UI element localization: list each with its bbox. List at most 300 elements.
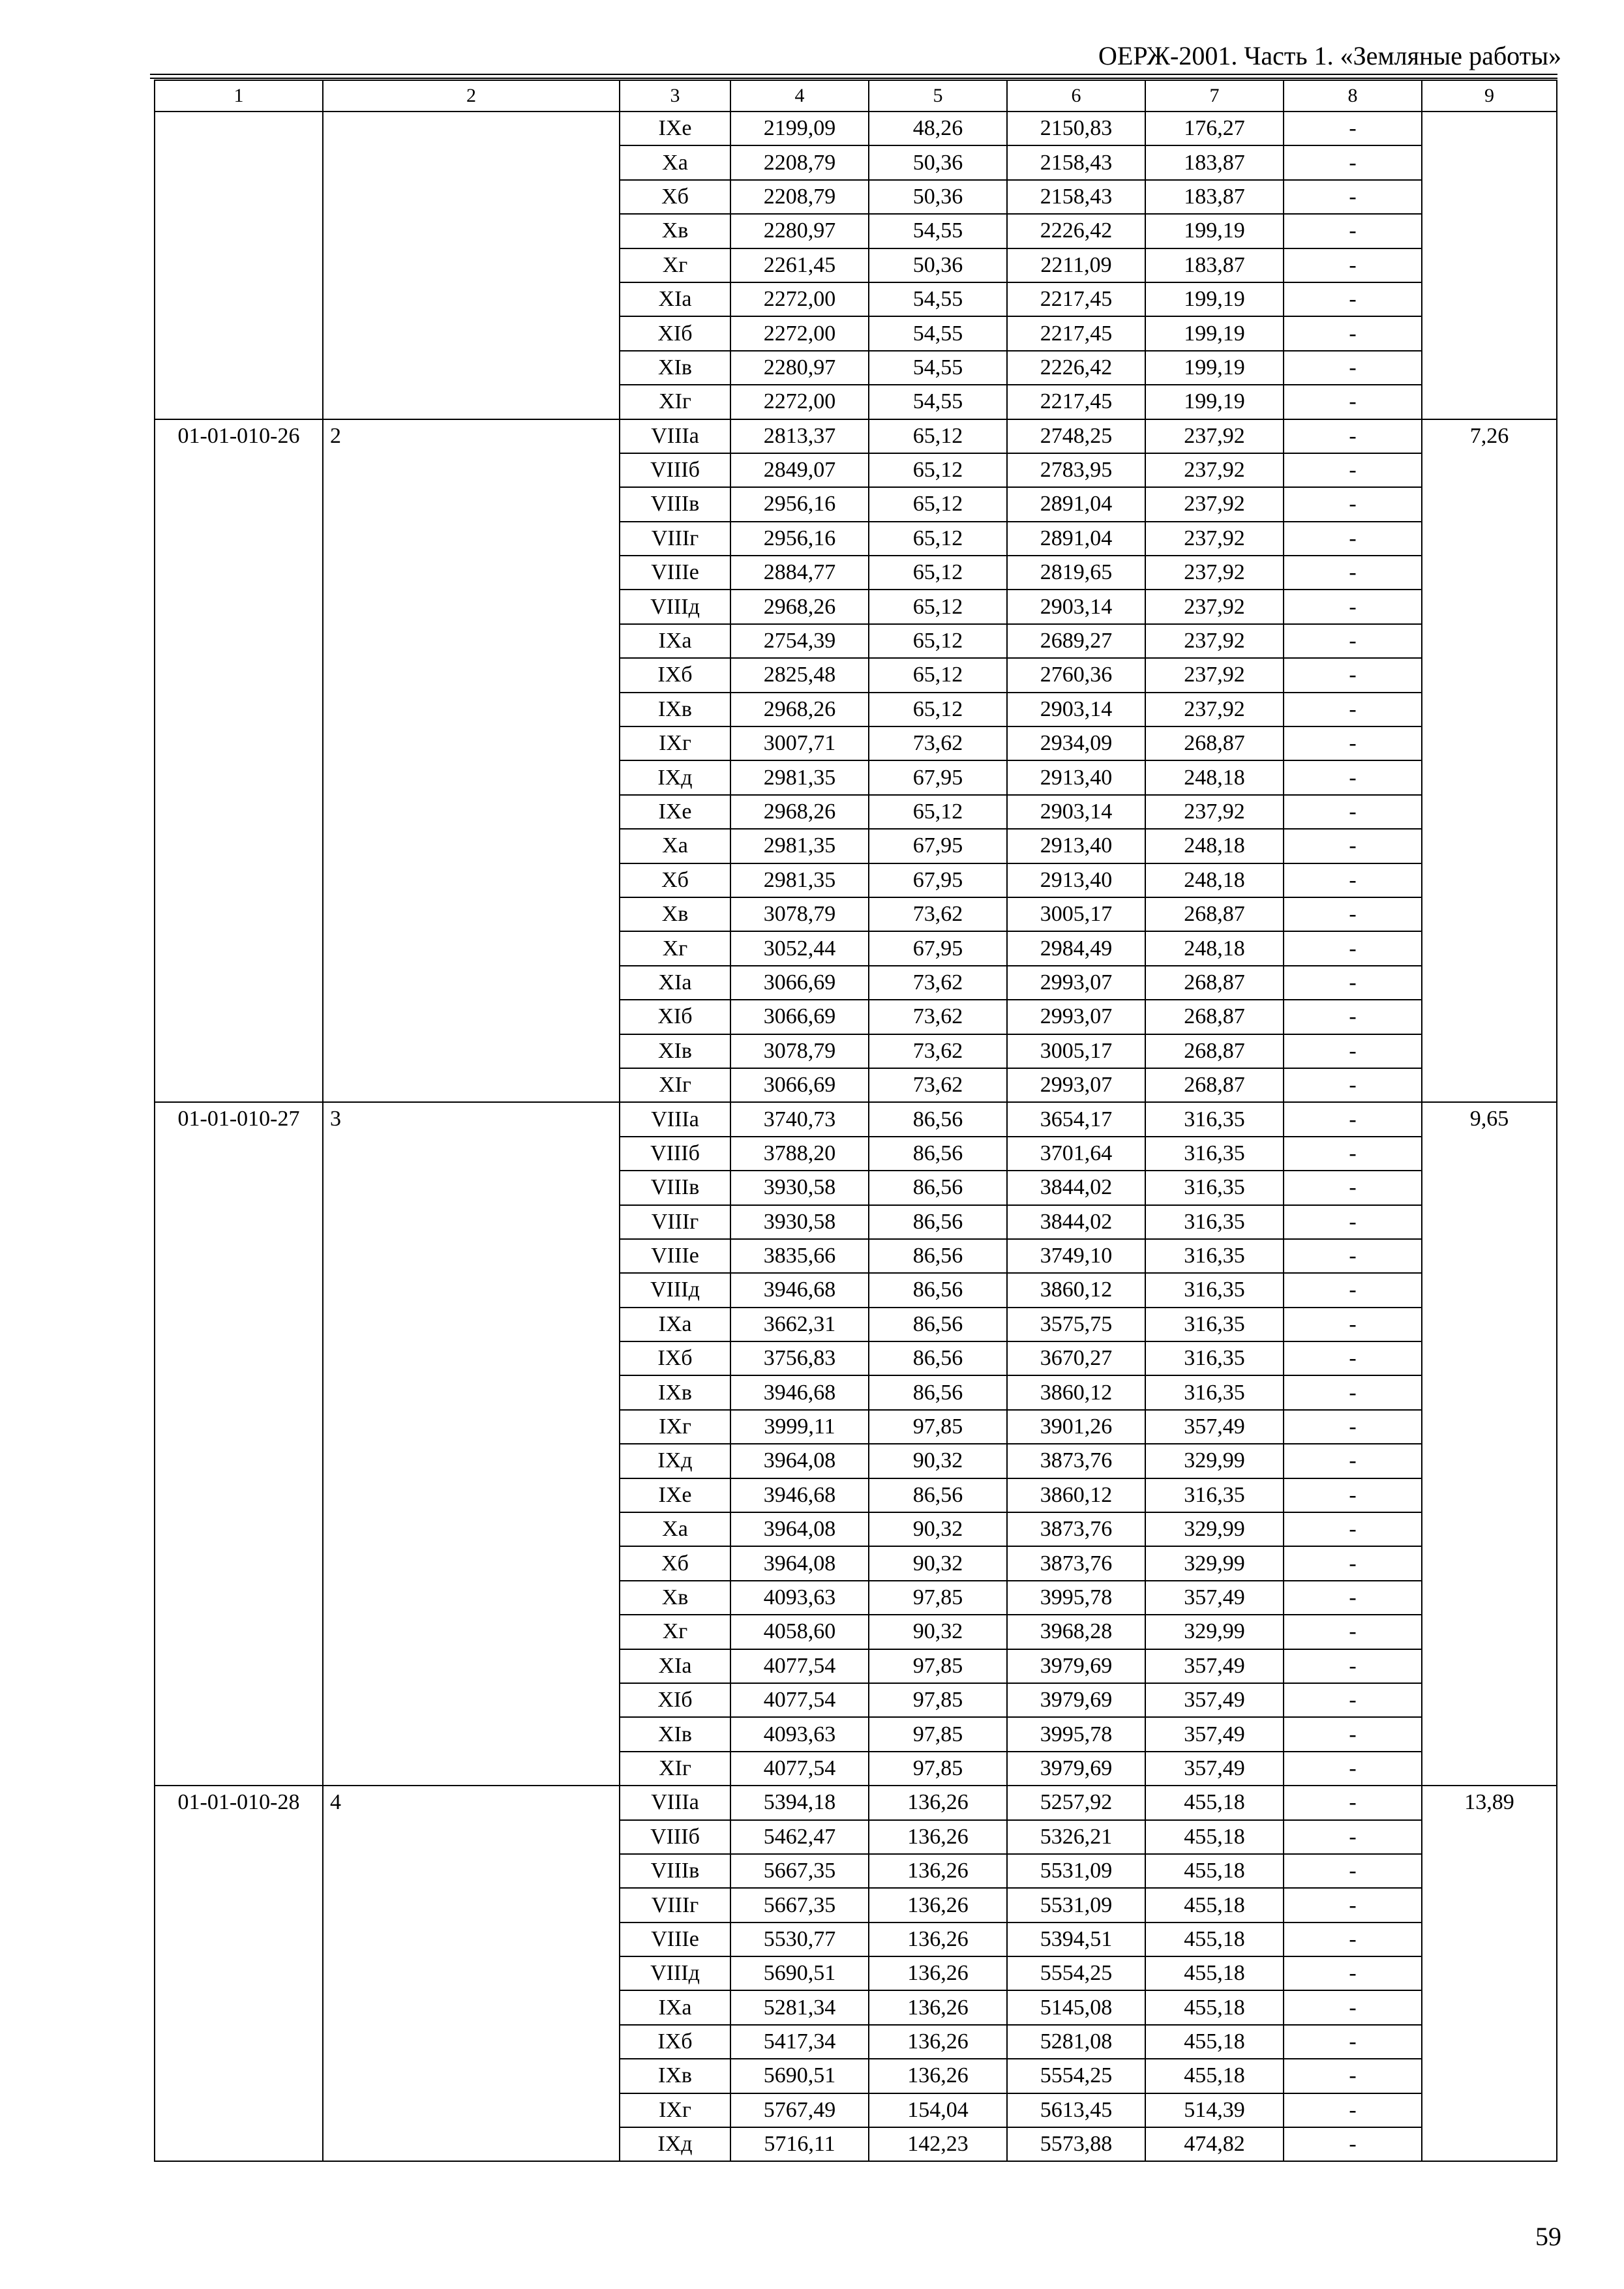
region-zone-cell: XIa xyxy=(620,1649,730,1683)
machines-cell: 2993,07 xyxy=(1007,1068,1145,1102)
operator-wages-cell: 268,87 xyxy=(1145,726,1284,760)
machines-cell: 3670,27 xyxy=(1007,1341,1145,1375)
machines-cell: 3901,26 xyxy=(1007,1410,1145,1444)
machines-cell: 3979,69 xyxy=(1007,1683,1145,1717)
materials-cell: - xyxy=(1284,897,1422,931)
total-cost-cell: 4077,54 xyxy=(730,1752,869,1786)
materials-cell: - xyxy=(1284,1137,1422,1171)
wages-cell: 65,12 xyxy=(869,658,1007,692)
wages-cell: 65,12 xyxy=(869,590,1007,623)
labor-cost-cell: 9,65 xyxy=(1422,1102,1557,1786)
region-zone-cell: XIa xyxy=(620,966,730,1000)
machines-cell: 5257,92 xyxy=(1007,1786,1145,1819)
materials-cell: - xyxy=(1284,316,1422,350)
materials-cell: - xyxy=(1284,1000,1422,1034)
region-zone-cell: XIв xyxy=(620,1034,730,1068)
total-cost-cell: 5690,51 xyxy=(730,2059,869,2093)
operator-wages-cell: 199,19 xyxy=(1145,385,1284,419)
region-zone-cell: IXб xyxy=(620,2025,730,2059)
operator-wages-cell: 455,18 xyxy=(1145,2059,1284,2093)
total-cost-cell: 2981,35 xyxy=(730,760,869,794)
region-zone-cell: XIв xyxy=(620,1717,730,1751)
column-number: 3 xyxy=(620,80,730,112)
total-cost-cell: 3066,69 xyxy=(730,1000,869,1034)
region-zone-cell: Xa xyxy=(620,829,730,863)
wages-cell: 97,85 xyxy=(869,1581,1007,1615)
machines-cell: 3654,17 xyxy=(1007,1102,1145,1136)
materials-cell: - xyxy=(1284,1649,1422,1683)
machines-cell: 2993,07 xyxy=(1007,1000,1145,1034)
region-zone-cell: VIIIв xyxy=(620,1171,730,1204)
region-zone-cell: XIб xyxy=(620,316,730,350)
wages-cell: 65,12 xyxy=(869,453,1007,487)
total-cost-cell: 2813,37 xyxy=(730,419,869,453)
machines-cell: 2783,95 xyxy=(1007,453,1145,487)
operator-wages-cell: 329,99 xyxy=(1145,1615,1284,1649)
materials-cell: - xyxy=(1284,1308,1422,1341)
region-zone-cell: Xв xyxy=(620,1581,730,1615)
operator-wages-cell: 268,87 xyxy=(1145,966,1284,1000)
operator-wages-cell: 237,92 xyxy=(1145,658,1284,692)
total-cost-cell: 4058,60 xyxy=(730,1615,869,1649)
region-zone-cell: Xб xyxy=(620,863,730,897)
region-zone-cell: IXд xyxy=(620,2127,730,2161)
operator-wages-cell: 248,18 xyxy=(1145,863,1284,897)
column-number-row xyxy=(155,80,1557,112)
wages-cell: 154,04 xyxy=(869,2093,1007,2127)
total-cost-cell: 2968,26 xyxy=(730,693,869,726)
wages-cell: 50,36 xyxy=(869,180,1007,214)
operator-wages-cell: 455,18 xyxy=(1145,1888,1284,1922)
operator-wages-cell: 237,92 xyxy=(1145,522,1284,556)
operator-wages-cell: 268,87 xyxy=(1145,1034,1284,1068)
operator-wages-cell: 237,92 xyxy=(1145,590,1284,623)
operator-wages-cell: 316,35 xyxy=(1145,1102,1284,1136)
region-zone-cell: VIIIa xyxy=(620,1102,730,1136)
wages-cell: 136,26 xyxy=(869,1820,1007,1854)
materials-cell: - xyxy=(1284,1102,1422,1136)
wages-cell: 73,62 xyxy=(869,1000,1007,1034)
machines-cell: 3005,17 xyxy=(1007,1034,1145,1068)
machines-cell: 2226,42 xyxy=(1007,351,1145,385)
total-cost-cell: 2280,97 xyxy=(730,351,869,385)
wages-cell: 50,36 xyxy=(869,248,1007,282)
wages-cell: 67,95 xyxy=(869,829,1007,863)
materials-cell: - xyxy=(1284,385,1422,419)
total-cost-cell: 2968,26 xyxy=(730,795,869,829)
total-cost-cell: 3078,79 xyxy=(730,1034,869,1068)
header-rule-top xyxy=(150,74,1557,75)
materials-cell: - xyxy=(1284,1581,1422,1615)
wages-cell: 67,95 xyxy=(869,760,1007,794)
total-cost-cell: 4077,54 xyxy=(730,1649,869,1683)
total-cost-cell: 3999,11 xyxy=(730,1410,869,1444)
region-zone-cell: IXa xyxy=(620,1308,730,1341)
operator-wages-cell: 237,92 xyxy=(1145,453,1284,487)
materials-cell: - xyxy=(1284,726,1422,760)
region-zone-cell: XIг xyxy=(620,385,730,419)
wages-cell: 65,12 xyxy=(869,522,1007,556)
wages-cell: 65,12 xyxy=(869,624,1007,658)
wages-cell: 54,55 xyxy=(869,282,1007,316)
operator-wages-cell: 357,49 xyxy=(1145,1752,1284,1786)
machines-cell: 2891,04 xyxy=(1007,522,1145,556)
region-zone-cell: IXe xyxy=(620,795,730,829)
total-cost-cell: 4077,54 xyxy=(730,1683,869,1717)
wages-cell: 86,56 xyxy=(869,1205,1007,1239)
materials-cell: - xyxy=(1284,1990,1422,2024)
total-cost-cell: 3930,58 xyxy=(730,1205,869,1239)
page-number: 59 xyxy=(1535,2222,1561,2251)
total-cost-cell: 5462,47 xyxy=(730,1820,869,1854)
materials-cell: - xyxy=(1284,1752,1422,1786)
total-cost-cell: 2208,79 xyxy=(730,145,869,179)
region-zone-cell: IXг xyxy=(620,2093,730,2127)
operator-wages-cell: 357,49 xyxy=(1145,1410,1284,1444)
materials-cell: - xyxy=(1284,1171,1422,1204)
materials-cell: - xyxy=(1284,1034,1422,1068)
region-zone-cell: VIIIб xyxy=(620,453,730,487)
materials-cell: - xyxy=(1284,419,1422,453)
region-zone-cell: Xг xyxy=(620,248,730,282)
column-number: 4 xyxy=(730,80,869,112)
region-zone-cell: IXд xyxy=(620,1444,730,1478)
machines-cell: 2891,04 xyxy=(1007,487,1145,521)
machines-cell: 2158,43 xyxy=(1007,180,1145,214)
machines-cell: 5554,25 xyxy=(1007,2059,1145,2093)
total-cost-cell: 2272,00 xyxy=(730,282,869,316)
operator-wages-cell: 455,18 xyxy=(1145,1786,1284,1819)
region-zone-cell: IXд xyxy=(620,760,730,794)
machines-cell: 2913,40 xyxy=(1007,829,1145,863)
machines-cell: 2903,14 xyxy=(1007,590,1145,623)
column-number: 1 xyxy=(155,80,323,112)
materials-cell: - xyxy=(1284,1273,1422,1307)
materials-cell: - xyxy=(1284,1922,1422,1956)
materials-cell: - xyxy=(1284,1683,1422,1717)
materials-cell: - xyxy=(1284,248,1422,282)
operator-wages-cell: 237,92 xyxy=(1145,419,1284,453)
materials-cell: - xyxy=(1284,1341,1422,1375)
machines-cell: 3844,02 xyxy=(1007,1205,1145,1239)
wages-cell: 86,56 xyxy=(869,1102,1007,1136)
region-zone-cell: VIIIг xyxy=(620,522,730,556)
materials-cell: - xyxy=(1284,1375,1422,1409)
wages-cell: 97,85 xyxy=(869,1649,1007,1683)
rate-code-cell: 01-01-010-26 xyxy=(155,419,323,1103)
machines-cell: 5531,09 xyxy=(1007,1854,1145,1888)
total-cost-cell: 3788,20 xyxy=(730,1137,869,1171)
materials-cell: - xyxy=(1284,590,1422,623)
region-zone-cell: XIв xyxy=(620,351,730,385)
total-cost-cell: 2280,97 xyxy=(730,214,869,248)
rate-code-cell: 01-01-010-28 xyxy=(155,1786,323,2161)
wages-cell: 67,95 xyxy=(869,863,1007,897)
operator-wages-cell: 329,99 xyxy=(1145,1546,1284,1580)
wages-cell: 90,32 xyxy=(869,1512,1007,1546)
region-zone-cell: VIIIe xyxy=(620,1922,730,1956)
rate-description-cell: 4 xyxy=(323,1786,620,2161)
region-zone-cell: Xв xyxy=(620,214,730,248)
machines-cell: 3749,10 xyxy=(1007,1239,1145,1273)
materials-cell: - xyxy=(1284,1956,1422,1990)
wages-cell: 73,62 xyxy=(869,1068,1007,1102)
total-cost-cell: 3930,58 xyxy=(730,1171,869,1204)
operator-wages-cell: 248,18 xyxy=(1145,829,1284,863)
total-cost-cell: 2884,77 xyxy=(730,556,869,590)
total-cost-cell: 4093,63 xyxy=(730,1717,869,1751)
machines-cell: 2217,45 xyxy=(1007,385,1145,419)
table-body xyxy=(155,80,1557,2161)
operator-wages-cell: 329,99 xyxy=(1145,1444,1284,1478)
wages-cell: 136,26 xyxy=(869,1854,1007,1888)
materials-cell: - xyxy=(1284,112,1422,145)
operator-wages-cell: 357,49 xyxy=(1145,1581,1284,1615)
operator-wages-cell: 183,87 xyxy=(1145,180,1284,214)
machines-cell: 3873,76 xyxy=(1007,1512,1145,1546)
materials-cell: - xyxy=(1284,282,1422,316)
materials-cell: - xyxy=(1284,1786,1422,1819)
total-cost-cell: 3946,68 xyxy=(730,1478,869,1512)
region-zone-cell: XIб xyxy=(620,1000,730,1034)
region-zone-cell: VIIIб xyxy=(620,1137,730,1171)
machines-cell: 2760,36 xyxy=(1007,658,1145,692)
total-cost-cell: 2754,39 xyxy=(730,624,869,658)
machines-cell: 5554,25 xyxy=(1007,1956,1145,1990)
region-zone-cell: XIг xyxy=(620,1068,730,1102)
region-zone-cell: VIIIг xyxy=(620,1205,730,1239)
operator-wages-cell: 199,19 xyxy=(1145,316,1284,350)
total-cost-cell: 5417,34 xyxy=(730,2025,869,2059)
materials-cell: - xyxy=(1284,931,1422,965)
machines-cell: 3701,64 xyxy=(1007,1137,1145,1171)
wages-cell: 65,12 xyxy=(869,419,1007,453)
wages-cell: 67,95 xyxy=(869,931,1007,965)
wages-cell: 86,56 xyxy=(869,1137,1007,1171)
region-zone-cell: Xг xyxy=(620,931,730,965)
wages-cell: 73,62 xyxy=(869,966,1007,1000)
wages-cell: 136,26 xyxy=(869,2025,1007,2059)
region-zone-cell: VIIIe xyxy=(620,556,730,590)
region-zone-cell: XIa xyxy=(620,282,730,316)
materials-cell: - xyxy=(1284,453,1422,487)
region-zone-cell: VIIIб xyxy=(620,1820,730,1854)
wages-cell: 54,55 xyxy=(869,214,1007,248)
total-cost-cell: 3964,08 xyxy=(730,1512,869,1546)
wages-cell: 65,12 xyxy=(869,693,1007,726)
total-cost-cell: 2956,16 xyxy=(730,522,869,556)
materials-cell: - xyxy=(1284,145,1422,179)
total-cost-cell: 3946,68 xyxy=(730,1375,869,1409)
region-zone-cell: Xб xyxy=(620,1546,730,1580)
operator-wages-cell: 455,18 xyxy=(1145,1990,1284,2024)
estimate-table xyxy=(154,80,1557,2162)
wages-cell: 86,56 xyxy=(869,1308,1007,1341)
machines-cell: 3995,78 xyxy=(1007,1581,1145,1615)
operator-wages-cell: 357,49 xyxy=(1145,1717,1284,1751)
wages-cell: 73,62 xyxy=(869,897,1007,931)
region-zone-cell: VIIIв xyxy=(620,1854,730,1888)
machines-cell: 2993,07 xyxy=(1007,966,1145,1000)
total-cost-cell: 2261,45 xyxy=(730,248,869,282)
operator-wages-cell: 316,35 xyxy=(1145,1273,1284,1307)
materials-cell: - xyxy=(1284,966,1422,1000)
operator-wages-cell: 357,49 xyxy=(1145,1649,1284,1683)
materials-cell: - xyxy=(1284,1546,1422,1580)
machines-cell: 2913,40 xyxy=(1007,863,1145,897)
materials-cell: - xyxy=(1284,1444,1422,1478)
machines-cell: 3844,02 xyxy=(1007,1171,1145,1204)
wages-cell: 90,32 xyxy=(869,1615,1007,1649)
operator-wages-cell: 455,18 xyxy=(1145,1922,1284,1956)
region-zone-cell: VIIIa xyxy=(620,1786,730,1819)
materials-cell: - xyxy=(1284,1239,1422,1273)
total-cost-cell: 3740,73 xyxy=(730,1102,869,1136)
machines-cell: 2934,09 xyxy=(1007,726,1145,760)
total-cost-cell: 3756,83 xyxy=(730,1341,869,1375)
operator-wages-cell: 316,35 xyxy=(1145,1478,1284,1512)
operator-wages-cell: 455,18 xyxy=(1145,2025,1284,2059)
machines-cell: 5613,45 xyxy=(1007,2093,1145,2127)
region-zone-cell: XIб xyxy=(620,1683,730,1717)
machines-cell: 5326,21 xyxy=(1007,1820,1145,1854)
wages-cell: 48,26 xyxy=(869,112,1007,145)
operator-wages-cell: 199,19 xyxy=(1145,282,1284,316)
machines-cell: 2819,65 xyxy=(1007,556,1145,590)
materials-cell: - xyxy=(1284,658,1422,692)
materials-cell: - xyxy=(1284,1888,1422,1922)
machines-cell: 5573,88 xyxy=(1007,2127,1145,2161)
total-cost-cell: 5281,34 xyxy=(730,1990,869,2024)
machines-cell: 5531,09 xyxy=(1007,1888,1145,1922)
operator-wages-cell: 248,18 xyxy=(1145,931,1284,965)
rate-description-cell: 2 xyxy=(323,419,620,1103)
table-row xyxy=(155,419,1557,453)
region-zone-cell: VIIIa xyxy=(620,419,730,453)
operator-wages-cell: 268,87 xyxy=(1145,1000,1284,1034)
operator-wages-cell: 329,99 xyxy=(1145,1512,1284,1546)
table-row xyxy=(155,1102,1557,1136)
wages-cell: 73,62 xyxy=(869,726,1007,760)
machines-cell: 2984,49 xyxy=(1007,931,1145,965)
total-cost-cell: 4093,63 xyxy=(730,1581,869,1615)
total-cost-cell: 2208,79 xyxy=(730,180,869,214)
operator-wages-cell: 316,35 xyxy=(1145,1205,1284,1239)
rate-description-cell xyxy=(323,112,620,419)
total-cost-cell: 2272,00 xyxy=(730,385,869,419)
total-cost-cell: 2849,07 xyxy=(730,453,869,487)
region-zone-cell: VIIIд xyxy=(620,590,730,623)
operator-wages-cell: 316,35 xyxy=(1145,1171,1284,1204)
operator-wages-cell: 357,49 xyxy=(1145,1683,1284,1717)
rate-code-cell: 01-01-010-27 xyxy=(155,1102,323,1786)
column-number: 7 xyxy=(1145,80,1284,112)
materials-cell: - xyxy=(1284,863,1422,897)
total-cost-cell: 3052,44 xyxy=(730,931,869,965)
wages-cell: 54,55 xyxy=(869,351,1007,385)
materials-cell: - xyxy=(1284,1205,1422,1239)
total-cost-cell: 2825,48 xyxy=(730,658,869,692)
operator-wages-cell: 455,18 xyxy=(1145,1854,1284,1888)
wages-cell: 136,26 xyxy=(869,1786,1007,1819)
machines-cell: 2211,09 xyxy=(1007,248,1145,282)
operator-wages-cell: 474,82 xyxy=(1145,2127,1284,2161)
operator-wages-cell: 316,35 xyxy=(1145,1341,1284,1375)
operator-wages-cell: 268,87 xyxy=(1145,1068,1284,1102)
column-number: 8 xyxy=(1284,80,1422,112)
wages-cell: 97,85 xyxy=(869,1410,1007,1444)
wages-cell: 97,85 xyxy=(869,1717,1007,1751)
operator-wages-cell: 237,92 xyxy=(1145,795,1284,829)
region-zone-cell: IXб xyxy=(620,1341,730,1375)
materials-cell: - xyxy=(1284,556,1422,590)
wages-cell: 136,26 xyxy=(869,1956,1007,1990)
materials-cell: - xyxy=(1284,2025,1422,2059)
wages-cell: 86,56 xyxy=(869,1171,1007,1204)
machines-cell: 3873,76 xyxy=(1007,1444,1145,1478)
wages-cell: 73,62 xyxy=(869,1034,1007,1068)
materials-cell: - xyxy=(1284,2059,1422,2093)
column-number: 2 xyxy=(323,80,620,112)
wages-cell: 86,56 xyxy=(869,1239,1007,1273)
wages-cell: 136,26 xyxy=(869,2059,1007,2093)
machines-cell: 2150,83 xyxy=(1007,112,1145,145)
total-cost-cell: 2968,26 xyxy=(730,590,869,623)
materials-cell: - xyxy=(1284,1410,1422,1444)
region-zone-cell: IXa xyxy=(620,1990,730,2024)
region-zone-cell: Xб xyxy=(620,180,730,214)
operator-wages-cell: 199,19 xyxy=(1145,214,1284,248)
machines-cell: 3873,76 xyxy=(1007,1546,1145,1580)
region-zone-cell: IXe xyxy=(620,1478,730,1512)
total-cost-cell: 2272,00 xyxy=(730,316,869,350)
operator-wages-cell: 199,19 xyxy=(1145,351,1284,385)
machines-cell: 3860,12 xyxy=(1007,1375,1145,1409)
table-row xyxy=(155,1786,1557,1819)
total-cost-cell: 2956,16 xyxy=(730,487,869,521)
total-cost-cell: 3007,71 xyxy=(730,726,869,760)
total-cost-cell: 3662,31 xyxy=(730,1308,869,1341)
total-cost-cell: 3835,66 xyxy=(730,1239,869,1273)
wages-cell: 97,85 xyxy=(869,1683,1007,1717)
total-cost-cell: 3066,69 xyxy=(730,966,869,1000)
wages-cell: 136,26 xyxy=(869,1888,1007,1922)
wages-cell: 65,12 xyxy=(869,487,1007,521)
machines-cell: 2689,27 xyxy=(1007,624,1145,658)
materials-cell: - xyxy=(1284,180,1422,214)
wages-cell: 136,26 xyxy=(869,1990,1007,2024)
region-zone-cell: IXa xyxy=(620,624,730,658)
operator-wages-cell: 237,92 xyxy=(1145,624,1284,658)
total-cost-cell: 2981,35 xyxy=(730,829,869,863)
wages-cell: 50,36 xyxy=(869,145,1007,179)
machines-cell: 2217,45 xyxy=(1007,316,1145,350)
wages-cell: 86,56 xyxy=(869,1273,1007,1307)
wages-cell: 97,85 xyxy=(869,1752,1007,1786)
operator-wages-cell: 316,35 xyxy=(1145,1308,1284,1341)
wages-cell: 86,56 xyxy=(869,1341,1007,1375)
region-zone-cell: IXв xyxy=(620,2059,730,2093)
operator-wages-cell: 316,35 xyxy=(1145,1375,1284,1409)
table-row xyxy=(155,112,1557,145)
machines-cell: 3860,12 xyxy=(1007,1273,1145,1307)
total-cost-cell: 5690,51 xyxy=(730,1956,869,1990)
total-cost-cell: 3078,79 xyxy=(730,897,869,931)
materials-cell: - xyxy=(1284,1717,1422,1751)
operator-wages-cell: 455,18 xyxy=(1145,1956,1284,1990)
operator-wages-cell: 183,87 xyxy=(1145,248,1284,282)
wages-cell: 90,32 xyxy=(869,1546,1007,1580)
